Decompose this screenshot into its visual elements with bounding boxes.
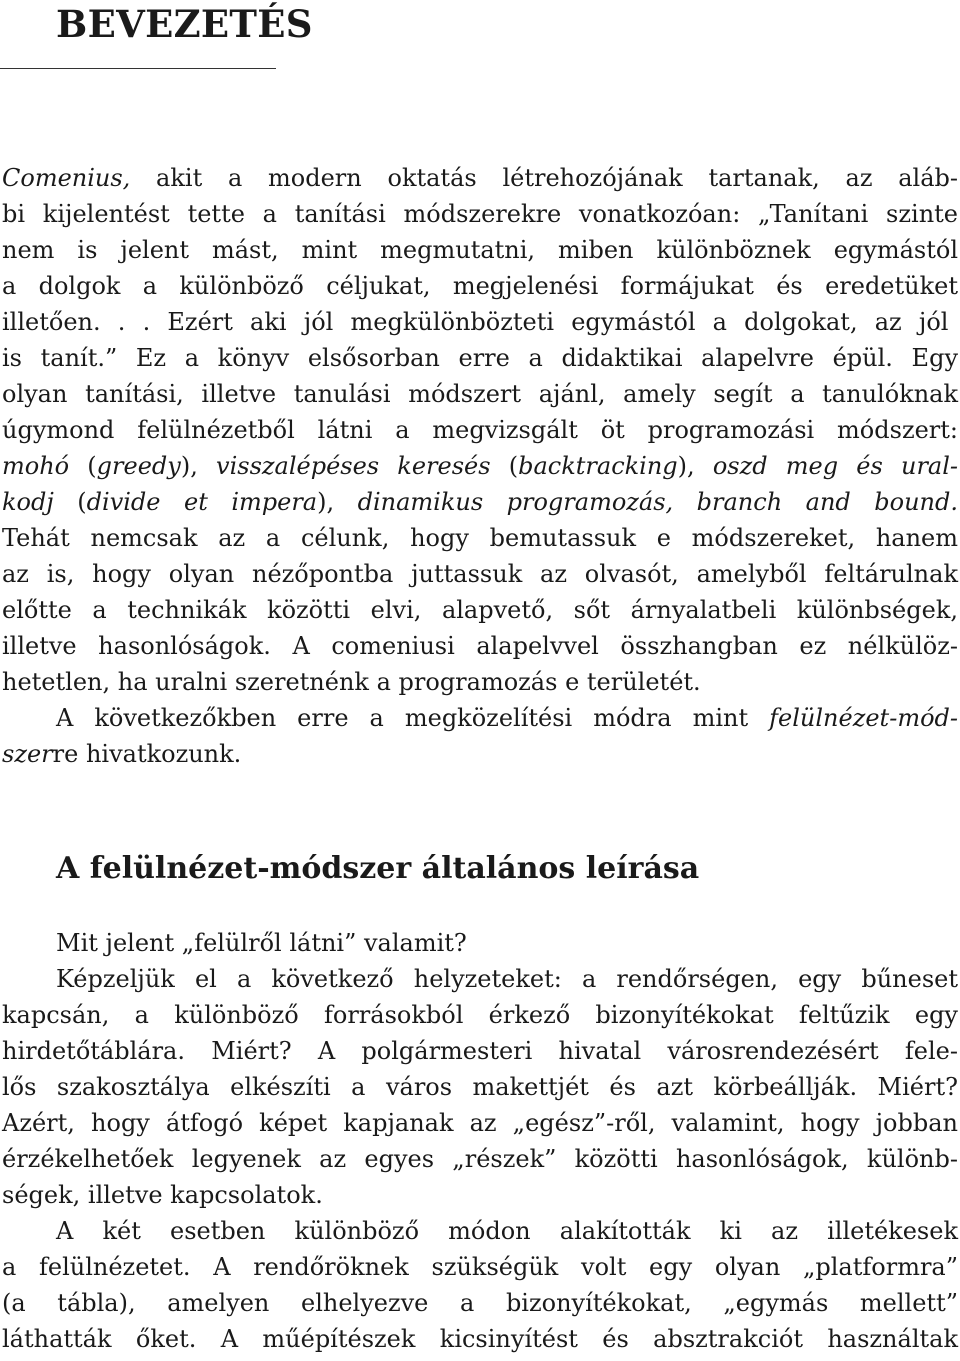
text-line: illetve hasonlóságok. A comeniusi alapelvvel összhangban ez nélkülöz- [2, 632, 958, 660]
italic-term: kodj [2, 488, 54, 516]
text-line: kodj (divide et impera), dinamikus programozás, branch and bound. [2, 488, 958, 516]
text-line: illetően. . . Ezért aki jól megkülönbözteti egymástól a dolgokat, az jól [2, 308, 949, 336]
intro-paragraph [2, 160, 958, 772]
text-line: olyan tanítási, illetve tanulási módszert ajánl, amely segít a tanulóknak [2, 380, 958, 408]
text-line: (a tábla), amelyen elhelyezve a bizonyítékokat, „egymás mellett” [2, 1289, 958, 1317]
italic-term: greedy [96, 452, 181, 480]
text-line: nem is jelent mást, mint megmutatni, miben különböznek egymástól [2, 236, 958, 264]
text-line: hirdetőtáblára. Miért? A polgármesteri hivatal városrendezésért fele- [2, 1037, 958, 1065]
text-line: láthatták őket. A műépítészek kicsinyítést és absztrakciót használtak [2, 1325, 958, 1353]
text-line: A következőkben erre a megközelítési módra mint felülnézet-mód- [56, 704, 958, 732]
text-line: Képzeljük el a következő helyzeteket: a rendőrségen, egy bűneset [56, 965, 958, 993]
text-line: Comenius, akit a modern oktatás létrehozójának tartanak, az aláb- [2, 164, 958, 192]
chapter-title: BEVEZETÉS [56, 2, 313, 46]
italic-term: visszalépéses keresés [216, 452, 491, 480]
text-line: hetetlen, ha uralni szeretnénk a programozás e területét. [2, 668, 701, 696]
text-line: mohó (greedy), visszalépéses keresés (backtracking), oszd meg és ural- [2, 452, 959, 480]
text-line: lős szakosztálya elkészíti a város makettjét és azt körbeállják. Miért? [2, 1073, 958, 1101]
text-line: a dolgok a különböző céljukat, megjelenési formájukat és eredetüket [2, 272, 958, 300]
text-line: is tanít.” Ez a könyv elsősorban erre a didaktikai alapelvre épül. Egy [2, 344, 958, 372]
italic-term: Comenius, [2, 164, 131, 192]
italic-term: felülnézet-mód- [769, 704, 958, 732]
italic-term: divide et impera [86, 488, 318, 516]
section-paragraph [2, 925, 958, 1357]
text-line: Azért, hogy átfogó képet kapjanak az „egész”-ről, valamint, hogy jobban [2, 1109, 958, 1137]
text-line: Mit jelent „felülről látni” valamit? [56, 929, 467, 957]
text-line: A két esetben különböző módon alakították ki az illetékesek [56, 1217, 958, 1245]
italic-term: dinamikus programozás, branch and bound. [357, 488, 958, 516]
text-line: az is, hogy olyan nézőpontba juttassuk az olvasót, amelyből feltárulnak [2, 560, 958, 588]
title-underline [0, 68, 276, 69]
text-line: érzékelhetőek legyenek az egyes „részek” közötti hasonlóságok, különb- [2, 1145, 958, 1173]
italic-term: szer [2, 740, 53, 768]
italic-term: backtracking [518, 452, 678, 480]
text-line: ségek, illetve kapcsolatok. [2, 1181, 323, 1209]
text-line: kapcsán, a különböző forrásokból érkező bizonyítékokat feltűzik egy [2, 1001, 958, 1029]
text-line: Tehát nemcsak az a célunk, hogy bemutassuk e módszereket, hanem [2, 524, 958, 552]
italic-term: oszd meg és ural- [712, 452, 959, 480]
text-line: szerre hivatkozunk. [2, 740, 242, 768]
italic-term: mohó [2, 452, 70, 480]
section-title: A felülnézet-módszer általános leírása [56, 851, 700, 886]
text-line: előtte a technikák közötti elvi, alapvető, sőt árnyalatbeli különbségek, [2, 596, 958, 624]
text-line: a felülnézetet. A rendőröknek szükségük volt egy olyan „platformra” [2, 1253, 958, 1281]
text-line: bi kijelentést tette a tanítási módszerekre vonatkozóan: „Tanítani szinte [2, 200, 958, 228]
text-line: úgymond felülnézetből látni a megvizsgált öt programozási módszert: [2, 416, 958, 444]
